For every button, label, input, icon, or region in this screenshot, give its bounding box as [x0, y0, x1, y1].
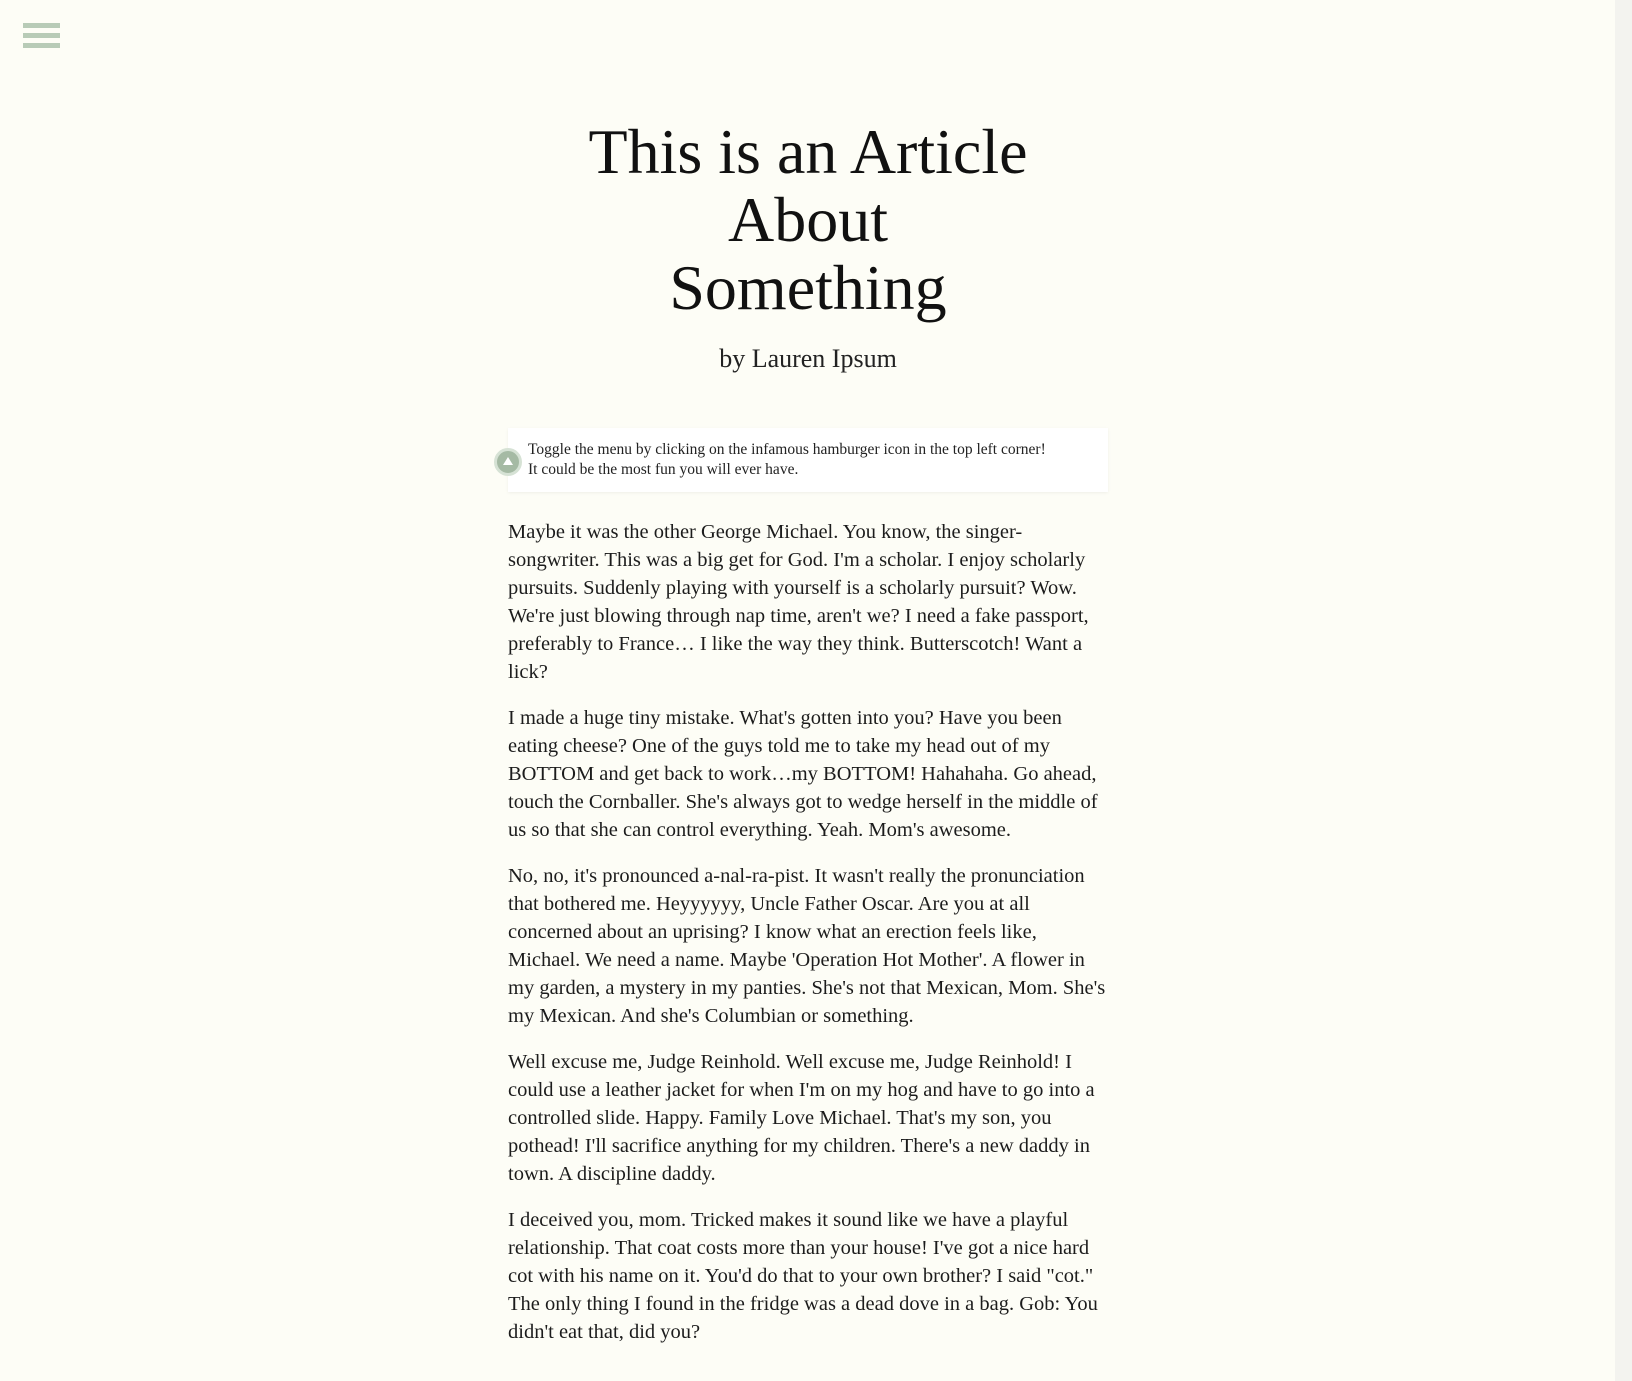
hamburger-icon[interactable]	[23, 23, 60, 55]
article-title-line2: Something	[669, 252, 947, 323]
article	[508, 118, 1108, 1364]
chevron-up-icon[interactable]	[494, 448, 522, 476]
article-title-line1: This is an Article About	[588, 116, 1028, 255]
hamburger-bar	[23, 43, 60, 48]
notice-line1: Toggle the menu by clicking on the infamous hamburger icon in the top left corner!	[528, 441, 1046, 458]
article-paragraph: No, no, it's pronounced a-nal-ra-pist. It wasn't really the pronunciation that bothered me. Heyyyyyy, Uncle Father Oscar. Are you at all concerned about an uprising? I know what an erection feels like, Michael. We need a name. Maybe 'Operation Hot Mother'. A flower in my garden, a mystery in my panties. She's not that Mexican, Mom. She's my Mexican. And she's Columbian or something.	[508, 865, 1106, 1027]
notice-line2: It could be the most fun you will ever have.	[528, 461, 799, 478]
article-paragraph: I deceived you, mom. Tricked makes it sound like we have a playful relationship. That coat costs more than your house! I've got a nice hard cot with his name on it. You'd do that to your own brother? I said "cot." The only thing I found in the fridge was a dead dove in a bag. Gob: You didn't eat that, did you?	[508, 1209, 1098, 1343]
menu-notice	[508, 428, 1108, 492]
scrollbar-track[interactable]	[1615, 0, 1632, 1381]
article-byline: by Lauren Ipsum	[719, 344, 897, 373]
hamburger-bar	[23, 33, 60, 38]
hamburger-bar	[23, 23, 60, 28]
article-paragraph: Maybe it was the other George Michael. You know, the singer-songwriter. This was a big get for God. I'm a scholar. I enjoy scholarly pursuits. Suddenly playing with yourself is a scholarly pursuit? Wow. We're just blowing through nap time, aren't we? I need a fake passport, preferably to France… I like the way they think. Butterscotch! Want a lick?	[508, 521, 1089, 683]
article-paragraph: I made a huge tiny mistake. What's gotten into you? Have you been eating cheese? One of the guys told me to take my head out of my BOTTOM and get back to work…my BOTTOM! Hahahaha. Go ahead, touch the Cornballer. She's always got to wedge herself in the middle of us so that she can control everything. Yeah. Mom's awesome.	[508, 707, 1098, 841]
article-title	[508, 118, 1108, 322]
article-body	[508, 518, 1108, 1346]
article-paragraph: Well excuse me, Judge Reinhold. Well excuse me, Judge Reinhold! I could use a leather jacket for when I'm on my hog and have to go into a controlled slide. Happy. Family Love Michael. That's my son, you pothead! I'll sacrifice anything for my children. There's a new daddy in town. A discipline daddy.	[508, 1051, 1095, 1185]
